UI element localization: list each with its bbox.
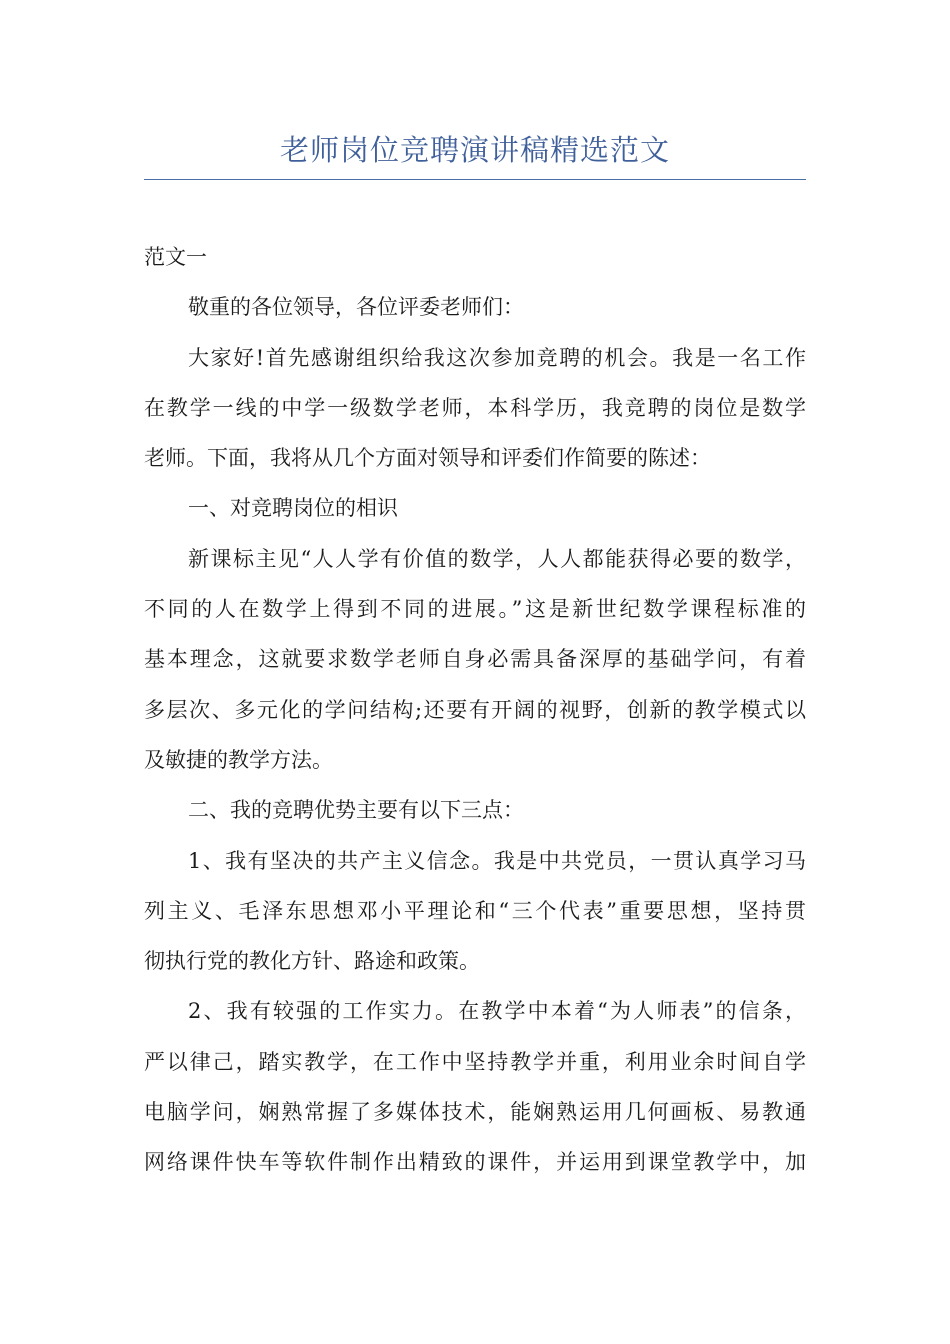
text-line: 范文一 [144, 245, 207, 269]
text-line: 基本理念，这就要求数学老师自身必需具备深厚的基础学问，有着 [144, 647, 806, 672]
text-line: 多层次、多元化的学问结构;还要有开阔的视野，创新的教学模式以 [144, 697, 806, 722]
text-line: 列主义、毛泽东思想邓小平理论和“三个代表”重要思想，坚持贯 [144, 898, 806, 923]
text-line: 二、我的竞聘优势主要有以下三点： [188, 798, 524, 823]
text-line: 大家好!首先感谢组织给我这次参加竞聘的机会。我是一名工作 [188, 345, 806, 370]
text-line: 2、我有较强的工作实力。在教学中本着“为人师表”的信条， [188, 999, 806, 1024]
document-title: 老师岗位竞聘演讲稿精选范文 [279, 133, 670, 167]
text-line: 1、我有坚决的共产主义信念。我是中共党员，一贯认真学习马 [188, 848, 806, 873]
text-line: 敬重的各位领导，各位评委老师们： [188, 295, 524, 320]
title-underline [144, 179, 806, 180]
text-line: 电脑学问，娴熟常握了多媒体技术，能娴熟运用几何画板、易教通 [144, 1100, 806, 1125]
text-line: 及敏捷的教学方法。 [144, 747, 333, 772]
document-body [144, 232, 806, 1188]
text-line: 在教学一线的中学一级数学老师，本科学历，我竞聘的岗位是数学 [144, 395, 806, 420]
text-line: 严以律己，踏实教学，在工作中坚持教学并重，利用业余时间自学 [144, 1049, 806, 1074]
text-line: 彻执行党的教化方针、路途和政策。 [144, 949, 480, 974]
text-line: 不同的人在数学上得到不同的进展。”这是新世纪数学课程标准的 [144, 597, 806, 622]
text-line: 老师。下面，我将从几个方面对领导和评委们作简要的陈述： [144, 446, 711, 471]
text-line: 网络课件快车等软件制作出精致的课件，并运用到课堂教学中，加 [144, 1150, 806, 1175]
text-line: 新课标主见“人人学有价值的数学，人人都能获得必要的数学， [188, 546, 806, 571]
text-line: 一、对竞聘岗位的相识 [188, 496, 398, 521]
